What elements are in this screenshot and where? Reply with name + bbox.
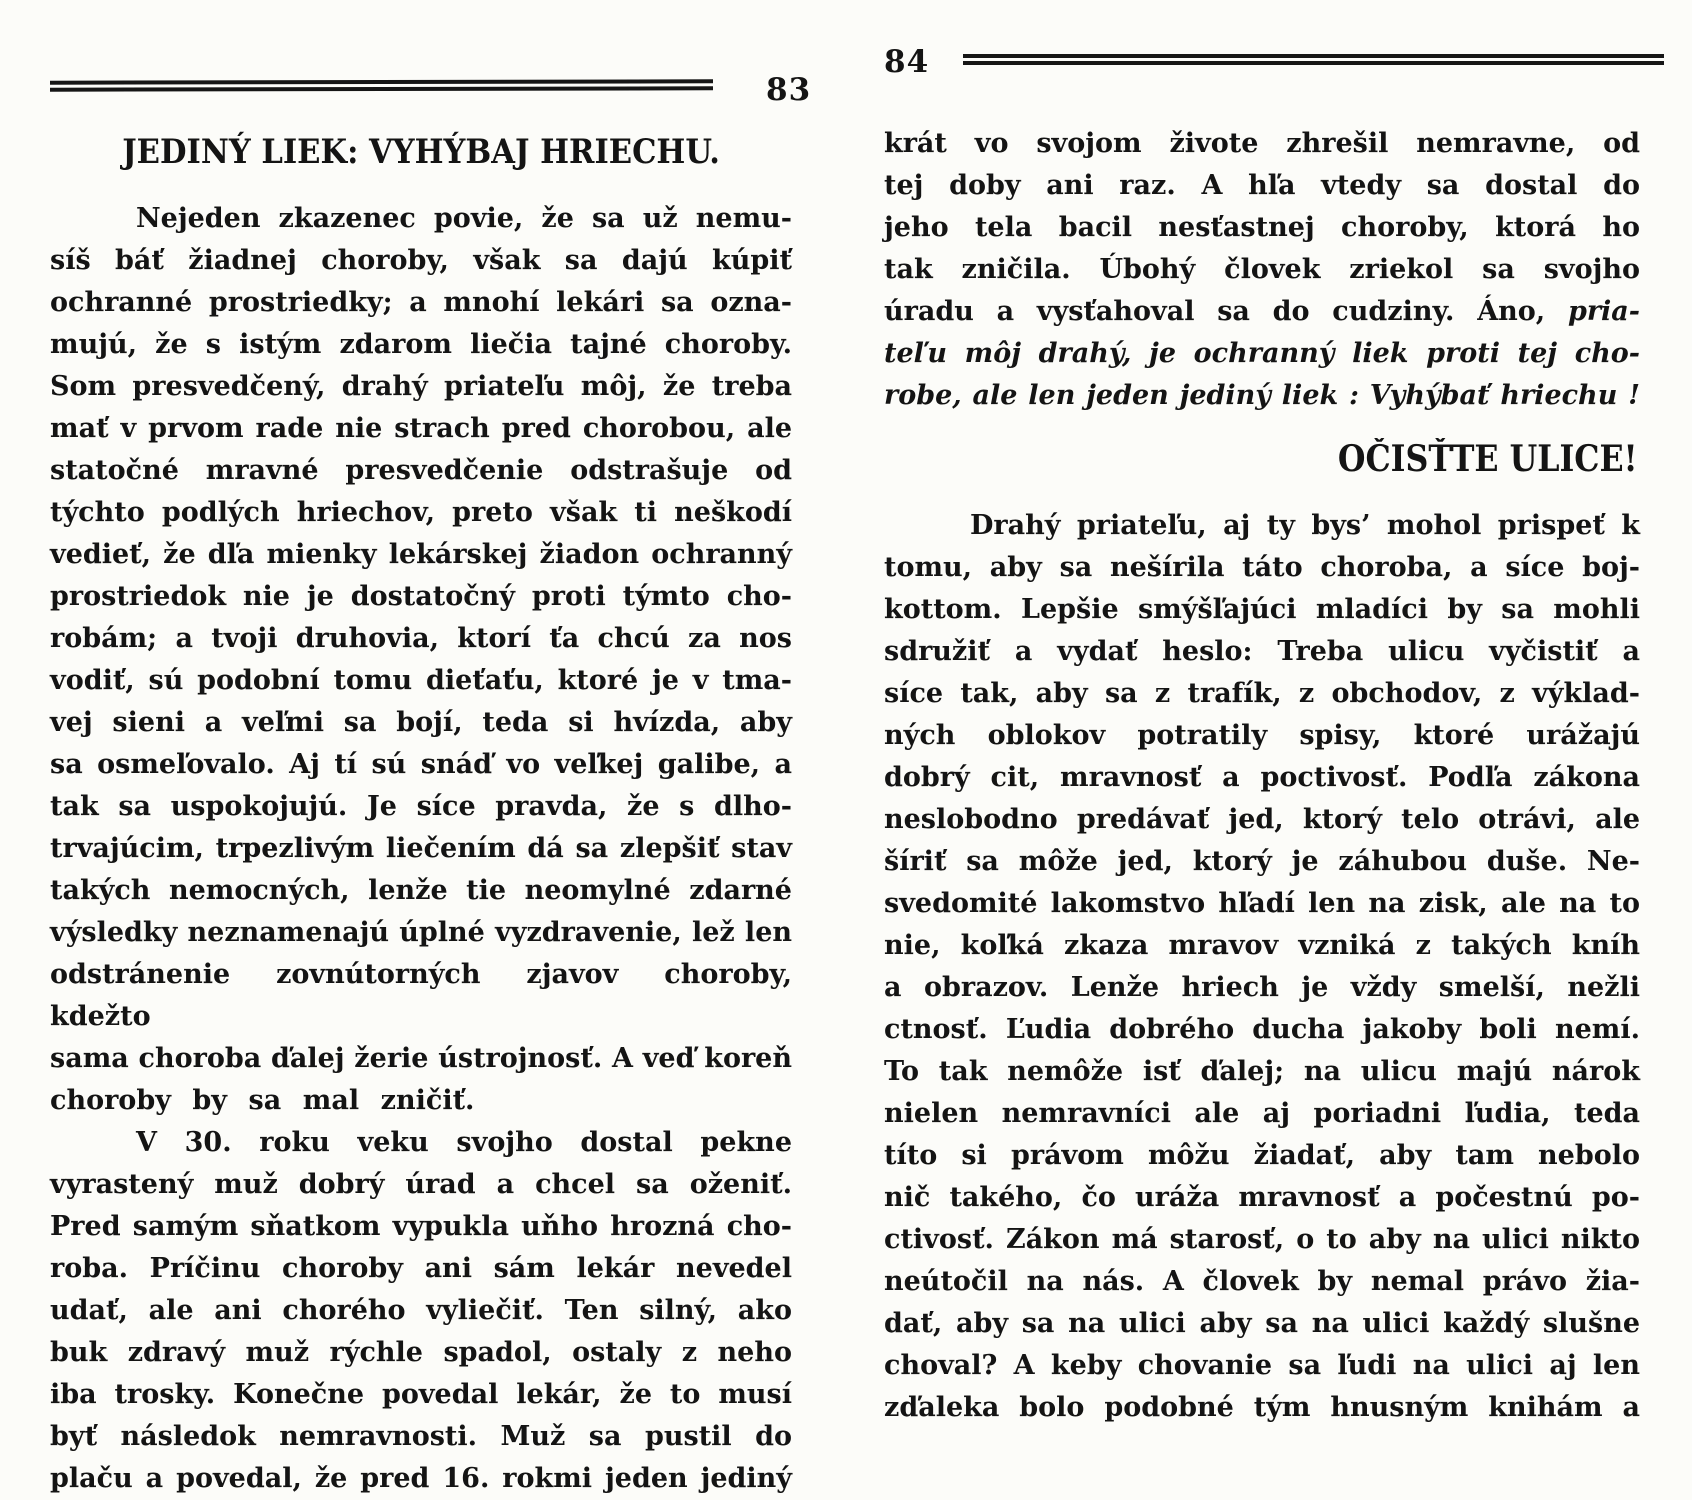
text-line: neslobodno predávať jed, ktorý telo otrávi, ale [884, 804, 1640, 835]
text-line: ctnosť. Ľudia dobrého ducha jakoby boli nemí. [884, 1014, 1640, 1045]
article-title [50, 132, 792, 172]
text-line: vodiť, sú podobní tomu dieťaťu, ktoré je v tma- [50, 665, 792, 696]
text-line: a obrazov. Lenže hriech je vždy smelší, nežli [884, 972, 1640, 1003]
text-line: mať v prvom rade nie strach pred chorobou, ale [50, 413, 792, 444]
header-rule-right [963, 54, 1664, 65]
header-rule-left [50, 79, 713, 91]
text-line: byť následok nemravnosti. Muž sa pustil do [50, 1421, 792, 1452]
text-line: sdružiť a vydať heslo: Treba ulicu vyčistiť a [884, 636, 1640, 667]
text-line: trvajúcim, trpezlivým liečením dá sa zlepšiť stav [50, 833, 792, 864]
text-line: týchto podlých hriechov, preto však ti neškodí [50, 497, 792, 528]
text-line: vyrastený muž dobrý úrad a chcel sa oženiť. [50, 1169, 792, 1200]
text-line: ctivosť. Zákon má starosť, o to aby na ulici nikto [884, 1224, 1640, 1255]
text-line: krát vo svojom živote zhrešil nemravne, od [884, 128, 1640, 159]
text-line: tomu, aby sa nešírila táto choroba, a síce boj- [884, 552, 1640, 583]
text-line: Nejeden zkazenec povie, že sa už nemu- [136, 203, 792, 234]
page-number-84: 84 [884, 44, 930, 80]
text-line: udať, ale ani chorého vyliečiť. Ten silný, ako [50, 1295, 792, 1326]
text-line: jeho tela bacil nesťastnej choroby, ktorá ho [884, 212, 1640, 243]
page-83 [50, 0, 812, 1500]
page-84 [884, 0, 1640, 1500]
text-line: vedieť, že dľa mienky lekárskej žiadon ochranný [50, 539, 792, 570]
text-line: buk zdravý muž rýchle spadol, ostaly z neho [50, 1337, 792, 1368]
section-heading-text: OČISŤTE ULICE! [1338, 438, 1638, 480]
text-line: Pred samým sňatkom vypukla uňho hrozná cho- [50, 1211, 792, 1242]
text-line: sa osmeľovalo. Aj tí sú snáď vo veľkej galibe, a [50, 749, 792, 780]
text-line: dať, aby sa na ulici aby sa na ulici každý slušne [884, 1308, 1640, 1339]
text-line: mujú, že s istým zdarom liečia tajné choroby. [50, 329, 792, 360]
page-83-body [50, 198, 792, 1500]
text-line: V 30. roku veku svojho dostal pekne [136, 1127, 792, 1158]
text-line: vej sieni a veľmi sa bojí, teda si hvízda, aby [50, 707, 792, 738]
text-line: síce tak, aby sa z trafík, z obchodov, z výklad- [884, 678, 1640, 709]
text-line: tak sa uspokojujú. Je síce pravda, že s dlho- [50, 791, 792, 822]
text-line: plaču a povedal, že pred 16. rokmi jeden jediný [50, 1463, 792, 1494]
text-line: nie, koľká zkaza mravov vzniká z takých kníh [884, 930, 1640, 961]
text-line: Som presvedčený, drahý priateľu môj, že treba [50, 371, 792, 402]
text-line: To tak nemôže isť ďalej; na ulicu majú nárok [884, 1056, 1640, 1087]
text-line: ochranné prostriedky; a mnohí lekári sa ozna- [50, 287, 792, 318]
text-line: choroby by sa mal zničiť. [50, 1085, 475, 1116]
page-number-83: 83 [766, 72, 812, 108]
text-line: zďaleka bolo podobné tým hnusným knihám a [884, 1392, 1640, 1423]
text-line: sama choroba ďalej žerie ústrojnosť. A veď koreň [50, 1043, 792, 1074]
text-line: choval? A keby chovanie sa ľudi na ulici aj len [884, 1350, 1640, 1381]
text-line: svedomité lakomstvo hľadí len na zisk, ale na to [884, 888, 1640, 919]
text-line: tej doby ani raz. A hľa vtedy sa dostal do [884, 170, 1640, 201]
text-line: kottom. Lepšie smýšľajúci mladíci by sa mohli [884, 594, 1640, 625]
text-line: teľu môj drahý, je ochranný liek proti tej cho- [884, 338, 1640, 369]
text-line: Drahý priateľu, aj ty bys’ mohol prispeť k [970, 510, 1640, 541]
text-line: takých nemocných, lenže tie neomylné zdarné [50, 875, 792, 906]
text-line: šíriť sa môže jed, ktorý je záhubou duše. Ne- [884, 846, 1640, 877]
text-line: výsledky neznamenajú úplné vyzdravenie, lež len [50, 917, 792, 948]
text-segment: úradu a vysťahoval sa do cudziny. Áno, [884, 296, 1568, 327]
text-line: tak zničila. Úbohý človek zriekol sa svojho [884, 254, 1640, 285]
italic-text-segment: pria- [1567, 296, 1640, 327]
page-84-body-bottom [884, 505, 1640, 1429]
text-line: dobrý cit, mravnosť a poctivosť. Podľa zákona [884, 762, 1640, 793]
article-title-text: JEDINÝ LIEK: VYHÝBAJ HRIECHU. [122, 132, 720, 172]
text-line: nielen nemravníci ale aj poriadni ľudia, teda [884, 1098, 1640, 1129]
text-line [884, 291, 1640, 333]
section-heading [882, 438, 1638, 480]
text-line: statočné mravné presvedčenie odstrašuje od [50, 455, 792, 486]
text-line: síš báť žiadnej choroby, však sa dajú kúpiť [50, 245, 792, 276]
text-line: ných oblokov potratily spisy, ktoré urážajú [884, 720, 1640, 751]
page-84-body-top [884, 123, 1640, 417]
text-line: iba trosky. Konečne povedal lekár, že to musí [50, 1379, 792, 1410]
text-line: neútočil na nás. A človek by nemal právo žia- [884, 1266, 1640, 1297]
text-line: prostriedok nie je dostatočný proti týmto cho- [50, 581, 792, 612]
text-line: robám; a tvoji druhovia, ktorí ťa chcú za nos [50, 623, 792, 654]
text-line: nič takého, čo uráža mravnosť a počestnú po- [884, 1182, 1640, 1213]
text-line: odstránenie zovnútorných zjavov choroby, kdežto [50, 959, 792, 1032]
text-line: robe, ale len jeden jediný liek : Vyhýbať hriechu ! [884, 380, 1640, 411]
text-line: roba. Príčinu choroby ani sám lekár nevedel [50, 1253, 792, 1284]
text-line: títo si právom môžu žiadať, aby tam nebolo [884, 1140, 1640, 1171]
